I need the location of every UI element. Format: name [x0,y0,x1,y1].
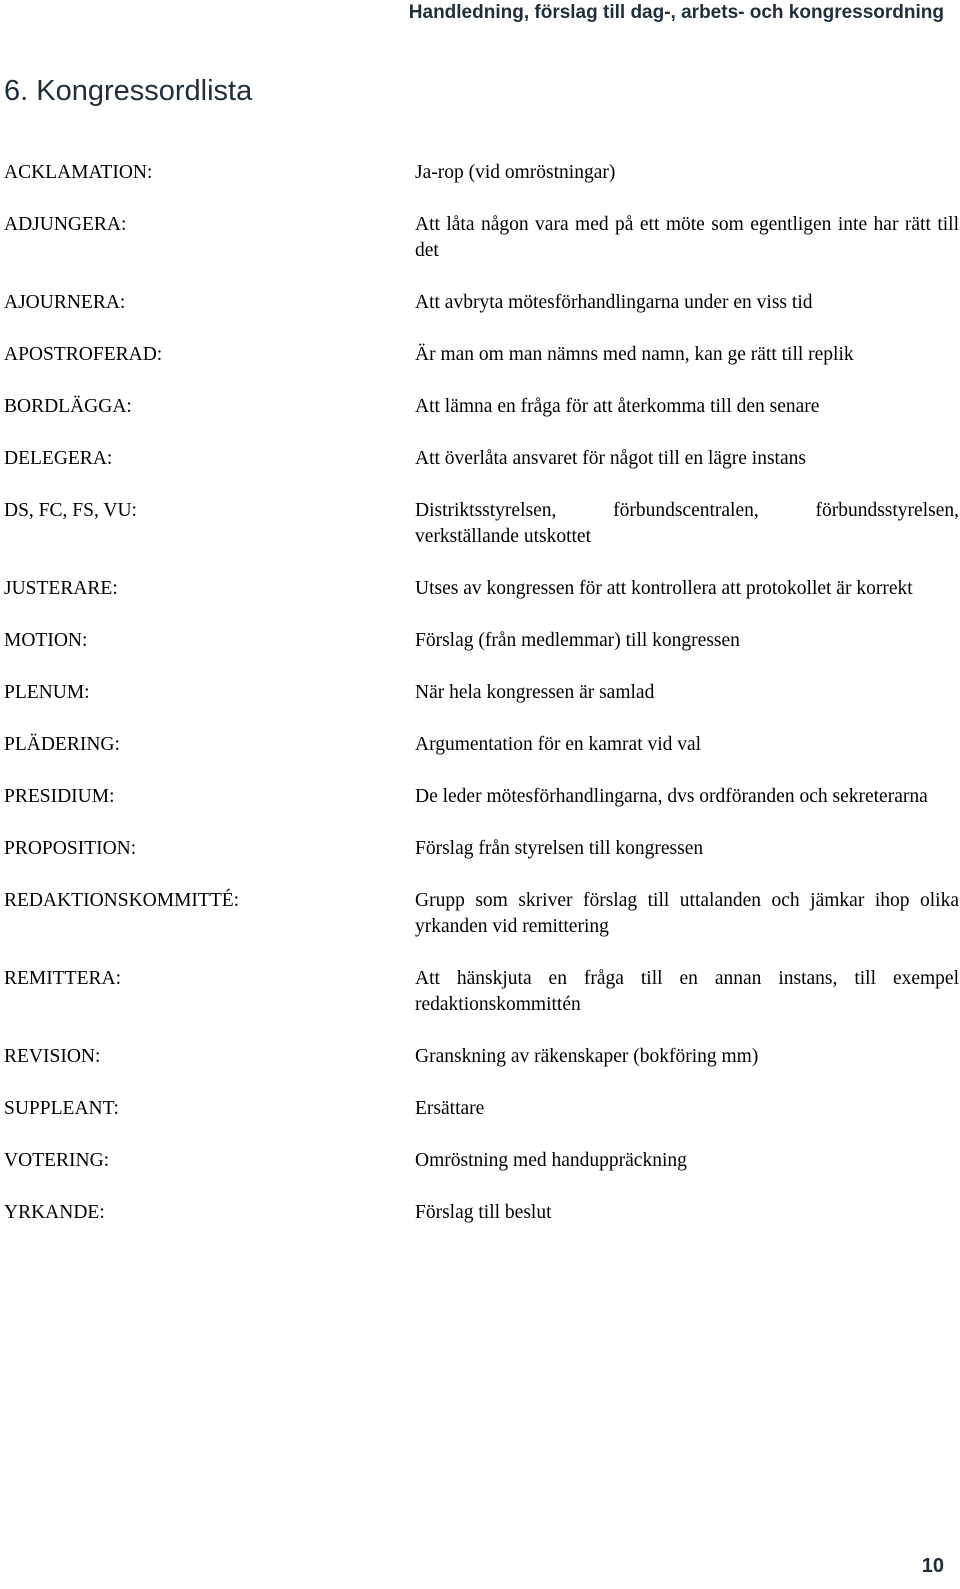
glossary-definition: Ersättare [415,1098,485,1119]
glossary-definition: Utses av kongressen för att kontrollera att protokollet är korrekt [415,578,913,599]
glossary-term: AJOURNERA: [4,292,126,313]
glossary-term: JUSTERARE: [4,578,118,599]
glossary-entry [4,212,959,264]
glossary-term: SUPPLEANT: [4,1098,119,1119]
glossary-entry [4,680,954,706]
glossary-entry [4,1044,954,1070]
glossary-term: REVISION: [4,1046,101,1067]
glossary-entry [4,342,954,368]
glossary-term: MOTION: [4,630,88,651]
glossary-entry [4,576,954,602]
glossary-definition: När hela kongressen är samlad [415,682,655,703]
glossary-entry [4,160,954,186]
glossary-entry [4,628,954,654]
glossary-definition: Förslag (från medlemmar) till kongressen [415,630,740,651]
glossary-entry [4,888,959,940]
glossary-term: REDAKTIONSKOMMITTÉ: [4,890,240,911]
glossary-term: DELEGERA: [4,448,113,469]
glossary-term: BORDLÄGGA: [4,396,132,417]
glossary-term: ADJUNGERA: [4,214,127,235]
glossary-entry [4,394,954,420]
glossary-definition: Argumentation för en kamrat vid val [415,734,702,755]
glossary-definition: Att låta någon vara med på ett möte som egentligen inte har rätt till det [415,214,959,261]
glossary-definition: Grupp som skriver förslag till uttalanden och jämkar ihop olika yrkanden vid remittering [415,890,959,937]
section-title: 6. Kongressordlista [4,75,253,107]
glossary-list [4,160,959,1252]
glossary-entry [4,1096,954,1122]
glossary-definition: Förslag från styrelsen till kongressen [415,838,704,859]
glossary-term: YRKANDE: [4,1202,105,1223]
glossary-term: ACKLAMATION: [4,162,153,183]
glossary-term: PROPOSITION: [4,838,137,859]
glossary-entry [4,498,959,550]
glossary-term: DS, FC, FS, VU: [4,500,137,521]
page-number: 10 [921,1555,944,1577]
glossary-entry [4,446,954,472]
glossary-definition: Att lämna en fråga för att återkomma till den senare [415,396,820,417]
glossary-term: APOSTROFERAD: [4,344,163,365]
glossary-term: VOTERING: [4,1150,110,1171]
glossary-term: PLENUM: [4,682,90,703]
glossary-definition: De leder mötesförhandlingarna, dvs ordföranden och sekreterarna [415,786,928,807]
glossary-term: REMITTERA: [4,968,121,989]
glossary-definition: Granskning av räkenskaper (bokföring mm) [415,1046,759,1067]
glossary-term: PLÄDERING: [4,734,120,755]
glossary-entry [4,732,954,758]
glossary-definition: Ja-rop (vid omröstningar) [415,162,616,183]
glossary-definition: Distriktsstyrelsen, förbundscentralen, förbundsstyrelsen, verkställande utskottet [415,500,959,547]
glossary-entry [4,1200,954,1226]
glossary-entry [4,836,954,862]
running-header: Handledning, förslag till dag-, arbets- och kongressordning [408,2,944,23]
glossary-definition: Att hänskjuta en fråga till en annan instans, till exempel redaktionskommittén [415,968,959,1015]
glossary-entry [4,290,954,316]
glossary-definition: Omröstning med handuppräckning [415,1150,687,1171]
glossary-definition: Förslag till beslut [415,1202,552,1223]
glossary-entry [4,784,954,810]
glossary-definition: Är man om man nämns med namn, kan ge rätt till replik [415,344,854,365]
glossary-definition: Att överlåta ansvaret för något till en lägre instans [415,448,806,469]
glossary-definition: Att avbryta mötesförhandlingarna under en viss tid [415,292,813,313]
glossary-term: PRESIDIUM: [4,786,115,807]
glossary-entry [4,1148,954,1174]
glossary-entry [4,966,959,1018]
